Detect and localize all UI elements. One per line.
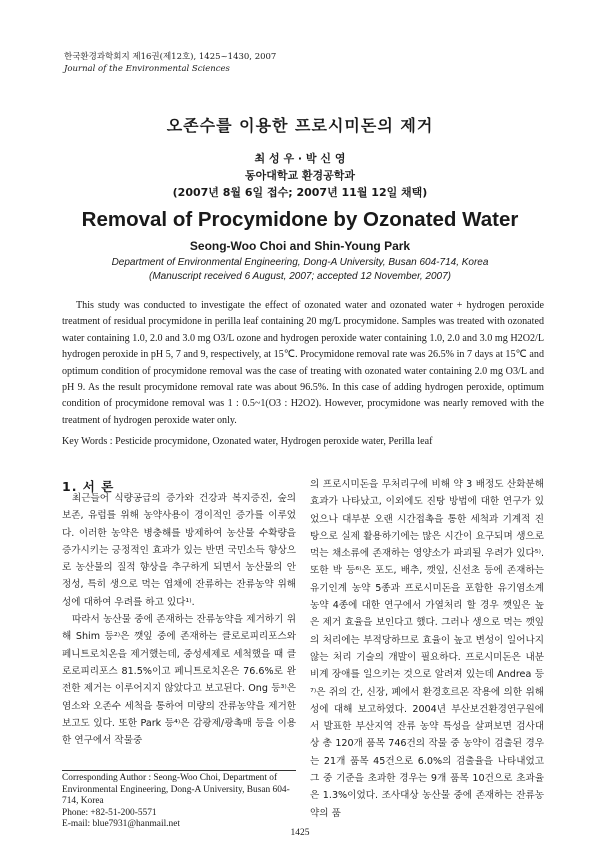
english-affiliation: Department of Environmental Engineering, Dong-A University, Busan 604-714, Korea (111, 257, 489, 268)
left-paragraph: 따라서 농산물 중에 존재하는 잔류농약을 제거하기 위해 Shim 등²⁾은 깻잎 중에 존재하는 클로로피리포스와 페니트로치온을 제거했는데, 중성세제로 세척했을 때 클로로피리포스 81.5%이고 페니트로치온은 76.6%로 완전한 제거는 이루어지지 않았다고 보고된다. Ong 등³⁾은 염소와 오존수 세척을 통하여 미량의 잔류농약을 제거한 보고도 있다. 또한 Park 등⁴⁾은 감광제/광촉매 등을 이용한 연구에서 작물중 (62, 614, 296, 747)
korean-title: 오존수를 이용한 프로시미돈의 제거 (166, 116, 434, 135)
keywords-label: Key Words : (62, 436, 116, 447)
left-paragraph: 최근들어 식량공급의 증가와 건강과 복지증진, 숲의 보존, 유럽를 위해 농약사용이 경이적인 증가를 이루었다. 이러한 농약은 병충해를 방제하여 농산물 수확량을 증가시키는 긍정적인 효과가 있는 반면 국민소득 향상으로 농산물의 질적 향상을 추구하게 되면서 농산물의 안정성, 특히 생으로 먹는 엽채에 잔류하는 잔류농약 위해성에 대하여 우려를 하고 있다¹⁾. (62, 493, 296, 608)
abstract: This study was conducted to investigate the effect of ozonated water and ozonated water + hydrogen peroxide treatment of residual procymidone in perilla leaf containing 20 mg/L procymidone. Samples was treated with ozonated water containing 1.0, 2.0 and 3.0 mg O3/L ozone and hydrogen peroxide water containing 1.0, 2.0 and 3.0 mg H2O2/L hydrogen peroxide in pH 5, 7 and 9, respectively, at 15℃. Procymidone removal rate was 26.5% in 7 days at 15℃ and optimum condition of procymidone removal was the case of treating with ozonated water containing 2.0 mg O3/L and pH 9. As the result procymidone removal rate was about 96.5%. In this case of adding hydrogen peroxide, optimum condition of procymidone removal was 1 : 0.5~1(O3 : H2O2). However, procymidone was nearly removed with the treatment of hydrogen peroxide water only. (62, 300, 544, 426)
english-authors: Seong-Woo Choi and Shin-Young Park (189, 239, 411, 253)
footnote (62, 773, 296, 831)
footnote-divider (62, 770, 296, 771)
journal-name: Journal of the Environmental Sciences (64, 64, 230, 74)
right-paragraph: 의 프로시미돈을 무처리구에 비해 약 3 배정도 산화분해 효과가 나타났고, 이외에도 진탕 방법에 대한 연구가 있었으나 대부분 오랜 시간접촉을 통한 세척과 기계적 진탕으로 실제 활용하기에는 많은 시간이 요구되며 생으로 먹는 채소류에 존재하는 영양소가 파괴될 우려가 있다⁵⁾. 또한 박 등⁶⁾은 포도, 배추, 깻잎, 신선초 등에 존재하는 유기인계 농약 5종과 프로시미돈을 포함한 유기염소계 농약 4종에 대한 연구에서 가열처리 할 경우 깻잎은 높은 제거 효율을 보인다고 했다. 그러나 생으로 먹는 깻잎의 처리에는 부적당하므로 효율이 높고 변성이 일어나지 않는 처리 기술의 개발이 필요하다. 프로시미돈은 내분비계 장애를 일으키는 것으로 알려져 있는데 Andrea 등⁷⁾은 쥐의 간, 신장, 폐에서 환경호르몬 작용에 의한 위해성에 대해 보고하였다. 2004년 부산보건환경연구원에서 발표한 부산지역 잔류 농약 특성을 살펴보면 검사대상 총 120개 품목 746건의 작물 중 농약이 검출된 경우는 21개 품목 45건으로 6.0%의 검출율을 나타내었고 그 중 기준을 초과한 경우는 9개 품목 10건으로 초과율은 1.3%이었다. 조사대상 농산물 중에 존재하는 잔류농약의 품 (310, 479, 544, 819)
korean-dates: (2007년 8월 6일 접수; 2007년 11월 12일 채택) (172, 186, 428, 199)
journal-citation: 한국환경과학회지 제16권(제12호), 1425~1430, 2007 (64, 52, 277, 62)
section-heading: 1. 서 론 (62, 479, 115, 494)
keywords (62, 435, 544, 449)
english-dates: (Manuscript received 6 August, 2007; accepted 12 November, 2007) (148, 271, 452, 282)
keywords-text: Pesticide procymidone, Ozonated water, Hydrogen peroxide water, Perilla leaf (115, 436, 433, 447)
left-column (62, 490, 296, 749)
page-number: 1425 (290, 828, 310, 838)
footnote-phone: Phone: +82-51-200-5571 (62, 807, 157, 818)
korean-authors: 최 성 우 · 박 신 영 (254, 152, 346, 165)
right-column (310, 476, 544, 822)
footnote-email: E-mail: blue7931@hanmail.net (62, 819, 180, 829)
korean-affiliation: 동아대학교 환경공학과 (244, 169, 356, 182)
footnote-author: Corresponding Author : Seong-Woo Choi, Department of Environmental Engineering, Dong-A University, Busan 604-714, Korea (62, 773, 290, 806)
english-title: Removal of Procymidone by Ozonated Water (81, 208, 519, 231)
